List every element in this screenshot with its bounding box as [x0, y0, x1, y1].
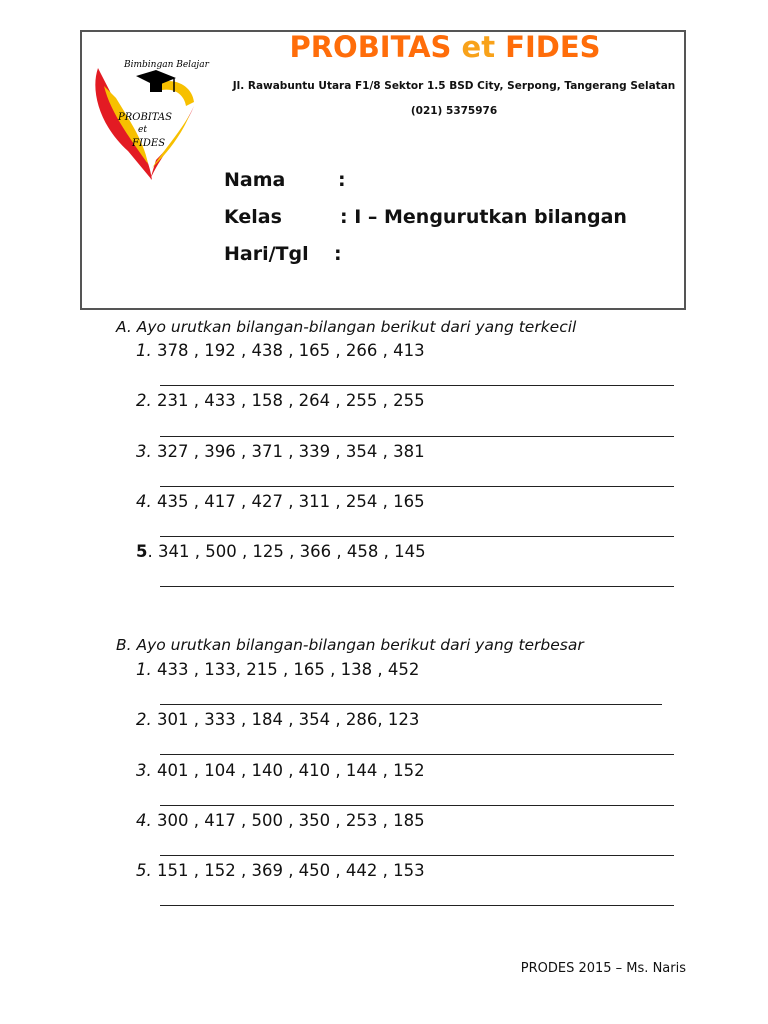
answer-line	[160, 536, 674, 537]
answer-line	[160, 754, 674, 755]
field-nama: Nama :	[224, 169, 346, 191]
answer-line	[160, 704, 662, 705]
list-item: 2. 301 , 333 , 184 , 354 , 286, 123	[136, 710, 420, 729]
answer-line	[160, 436, 674, 437]
phone-number: (021) 5375976	[410, 105, 498, 117]
list-item: 3. 401 , 104 , 140 , 410 , 144 , 152	[136, 761, 425, 780]
logo-line2: et	[138, 125, 147, 135]
logo-line3: FIDES	[132, 138, 166, 149]
footer-credit: PRODES 2015 – Ms. Naris	[520, 961, 686, 976]
answer-line	[160, 486, 674, 487]
section-b-heading: B. Ayo urutkan bilangan-bilangan berikut dari yang terbesar	[116, 636, 584, 654]
section-a-heading: A. Ayo urutkan bilangan-bilangan berikut dari yang terkecil	[116, 318, 577, 336]
list-item: 3. 327 , 396 , 371 , 339 , 354 , 381	[136, 442, 425, 461]
answer-line	[160, 586, 674, 587]
page-title: PROBITAS et FIDES	[289, 30, 601, 64]
answer-line	[160, 385, 674, 386]
logo-line1: PROBITAS	[118, 112, 172, 123]
field-kelas: Kelas : I – Mengurutkan bilangan	[224, 206, 627, 228]
answer-line	[160, 905, 674, 906]
answer-line	[160, 805, 674, 806]
logo	[90, 56, 209, 186]
list-item: 4. 300 , 417 , 500 , 350 , 253 , 185	[136, 811, 425, 830]
list-item: 4. 435 , 417 , 427 , 311 , 254 , 165	[136, 492, 425, 511]
list-item: 1. 433 , 133, 215 , 165 , 138 , 452	[136, 660, 420, 679]
list-item: 5. 341 , 500 , 125 , 366 , 458 , 145	[136, 542, 426, 561]
list-item: 2. 231 , 433 , 158 , 264 , 255 , 255	[136, 391, 425, 410]
answer-line	[160, 855, 674, 856]
list-item: 5. 151 , 152 , 369 , 450 , 442 , 153	[136, 861, 425, 880]
list-item: 1. 378 , 192 , 438 , 165 , 266 , 413	[136, 341, 425, 360]
field-hari-tgl: Hari/Tgl :	[224, 243, 342, 265]
address: Jl. Rawabuntu Utara F1/8 Sektor 1.5 BSD City, Serpong, Tangerang Selatan	[232, 80, 676, 92]
logo-top-text: Bimbingan Belajar	[124, 60, 209, 70]
